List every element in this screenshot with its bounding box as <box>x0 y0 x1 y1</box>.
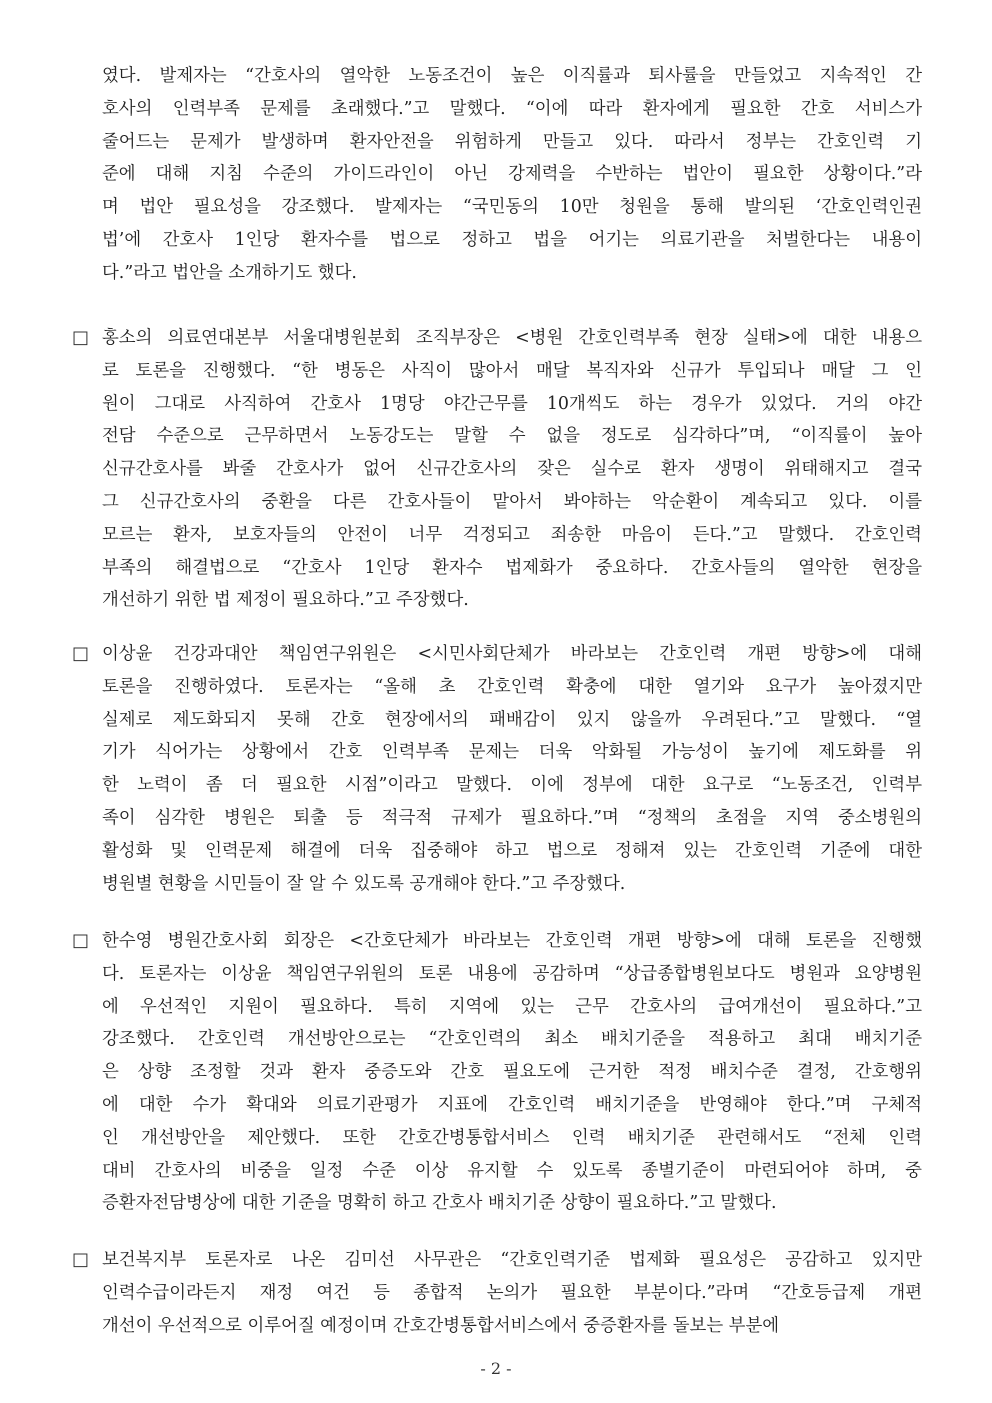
paragraph-bullet-box: □ <box>72 327 90 348</box>
text-line: 줄어드는 문제가 발생하며 환자안전을 위험하게 만들고 있다. 따라서 정부는 간호인력 기 <box>102 131 922 152</box>
paragraph-bullet-box: □ <box>72 1249 90 1270</box>
text-line: 며 법안 필요성을 강조했다. 발제자는 “국민동의 10만 청원을 통해 발의된 ‘간호인력인권 <box>102 197 922 218</box>
text-line: 부족의 해결법으로 “간호사 1인당 환자수 법제화가 중요하다. 간호사들의 열악한 현장을 <box>102 557 922 578</box>
text-line: 그 신규간호사의 중환을 다른 간호사들이 맡아서 봐야하는 악순환이 계속되고 있다. 이를 <box>102 492 922 512</box>
text-line: 한수영 병원간호사회 회장은 <간호단체가 바라보는 간호인력 개편 방향>에 대해 토론을 진행했 <box>102 931 922 951</box>
text-line: 법’에 간호사 1인당 환자수를 법으로 정하고 법을 어기는 의료기관을 처벌한다는 내용이 <box>102 230 922 250</box>
text-line: 전담 수준으로 근무하면서 노동강도는 말할 수 없을 정도로 심각하다”며, “이직률이 높아 <box>102 426 922 447</box>
text-line: 에 대한 수가 확대와 의료기관평가 지표에 간호인력 배치기준을 반영해야 한다.”며 구체적 <box>102 1095 922 1115</box>
text-line: 병원별 현황을 시민들이 잘 알 수 있도록 공개해야 한다.”고 주장했다. <box>102 873 626 894</box>
text-line: 준에 대해 지침 수준의 가이드라인이 아닌 강제력을 수반하는 법안이 필요한 상황이다.”라 <box>102 164 922 185</box>
text-line: 개선하기 위한 법 제정이 필요하다.”고 주장했다. <box>102 590 469 611</box>
text-line: 였다. 발제자는 “간호사의 열악한 노동조건이 높은 이직률과 퇴사률을 만들었고 지속적인 간 <box>102 66 922 86</box>
text-line: 에 우선적인 지원이 필요하다. 특히 지역에 있는 근무 간호사의 급여개선이 필요하다.”고 <box>102 996 922 1017</box>
text-line: 한 노력이 좀 더 필요한 시점”이라고 말했다. 이에 정부에 대한 요구로 “노동조건, 인력부 <box>102 775 922 796</box>
text-line: 원이 그대로 사직하여 간호사 1명당 야간근무를 10개씩도 하는 경우가 있었다. 거의 야간 <box>102 393 922 414</box>
text-line: 활성화 및 인력문제 해결에 더욱 집중해야 하고 법으로 정해져 있는 간호인력 기준에 대한 <box>102 840 922 861</box>
text-line: 호사의 인력부족 문제를 초래했다.”고 말했다. “이에 따라 환자에게 필요한 간호 서비스가 <box>102 98 922 119</box>
text-line: 실제로 제도화되지 못해 간호 현장에서의 패배감이 있지 않을까 우려된다.”고 말했다. “열 <box>102 709 922 730</box>
text-line: 다.”라고 법안을 소개하기도 했다. <box>102 262 357 283</box>
paragraph-bullet-box: □ <box>72 930 90 951</box>
text-line: 홍소의 의료연대본부 서울대병원분회 조직부장은 <병원 간호인력부족 현장 실태>에 대한 내용으 <box>102 328 922 348</box>
text-line: 토론을 진행하였다. 토론자는 “올해 초 간호인력 확충에 대한 열기와 요구가 높아졌지만 <box>102 676 922 697</box>
text-line: 증환자전담병상에 대한 기준을 명확히 하고 간호사 배치기준 상향이 필요하다.”고 말했다. <box>102 1193 777 1214</box>
text-line: 개선이 우선적으로 이루어질 예정이며 간호간병통합서비스에서 중증환자를 돌보는 부분에 <box>102 1315 780 1336</box>
text-line: 족이 심각한 병원은 퇴출 등 적극적 규제가 필요하다.”며 “정책의 초점을 지역 중소병원의 <box>102 808 922 828</box>
text-line: 모르는 환자, 보호자들의 안전이 너무 걱정되고 죄송한 마음이 든다.”고 말했다. 간호인력 <box>102 524 922 545</box>
text-line: 이상윤 건강과대안 책임연구위원은 <시민사회단체가 바라보는 간호인력 개편 방향>에 대해 <box>102 644 922 664</box>
text-line: 인력수급이라든지 재정 여건 등 종합적 논의가 필요한 부분이다.”라며 “간호등급제 개편 <box>102 1282 922 1303</box>
text-line: 기가 식어가는 상황에서 간호 인력부족 문제는 더욱 악화될 가능성이 높기에 제도화를 위 <box>102 742 922 763</box>
page-number: - 2 - <box>480 1359 512 1378</box>
text-line: 다. 토론자는 이상윤 책임연구위원의 토론 내용에 공감하며 “상급종합병원보다도 병원과 요양병원 <box>102 963 922 984</box>
text-line: 대비 간호사의 비중을 일정 수준 이상 유지할 수 있도록 종별기준이 마련되어야 하며, 중 <box>102 1160 922 1181</box>
text-line: 신규간호사를 봐줄 간호사가 없어 신규간호사의 잦은 실수로 환자 생명이 위태해지고 결국 <box>102 459 922 480</box>
text-line: 강조했다. 간호인력 개선방안으로는 “간호인력의 최소 배치기준을 적용하고 최대 배치기준 <box>102 1029 922 1050</box>
text-line: 인 개선방안을 제안했다. 또한 간호간병통합서비스 인력 배치기준 관련해서도 “전체 인력 <box>102 1127 922 1148</box>
paragraph-bullet-box: □ <box>72 643 90 664</box>
text-line: 로 토론을 진행했다. “한 병동은 사직이 많아서 매달 복직자와 신규가 투입되나 매달 그 인 <box>102 360 922 381</box>
text-line: 보건복지부 토론자로 나온 김미선 사무관은 “간호인력기준 법제화 필요성은 공감하고 있지만 <box>102 1250 922 1270</box>
text-line: 은 상향 조정할 것과 환자 중증도와 간호 필요도에 근거한 적정 배치수준 결정, 간호행위 <box>102 1062 922 1083</box>
